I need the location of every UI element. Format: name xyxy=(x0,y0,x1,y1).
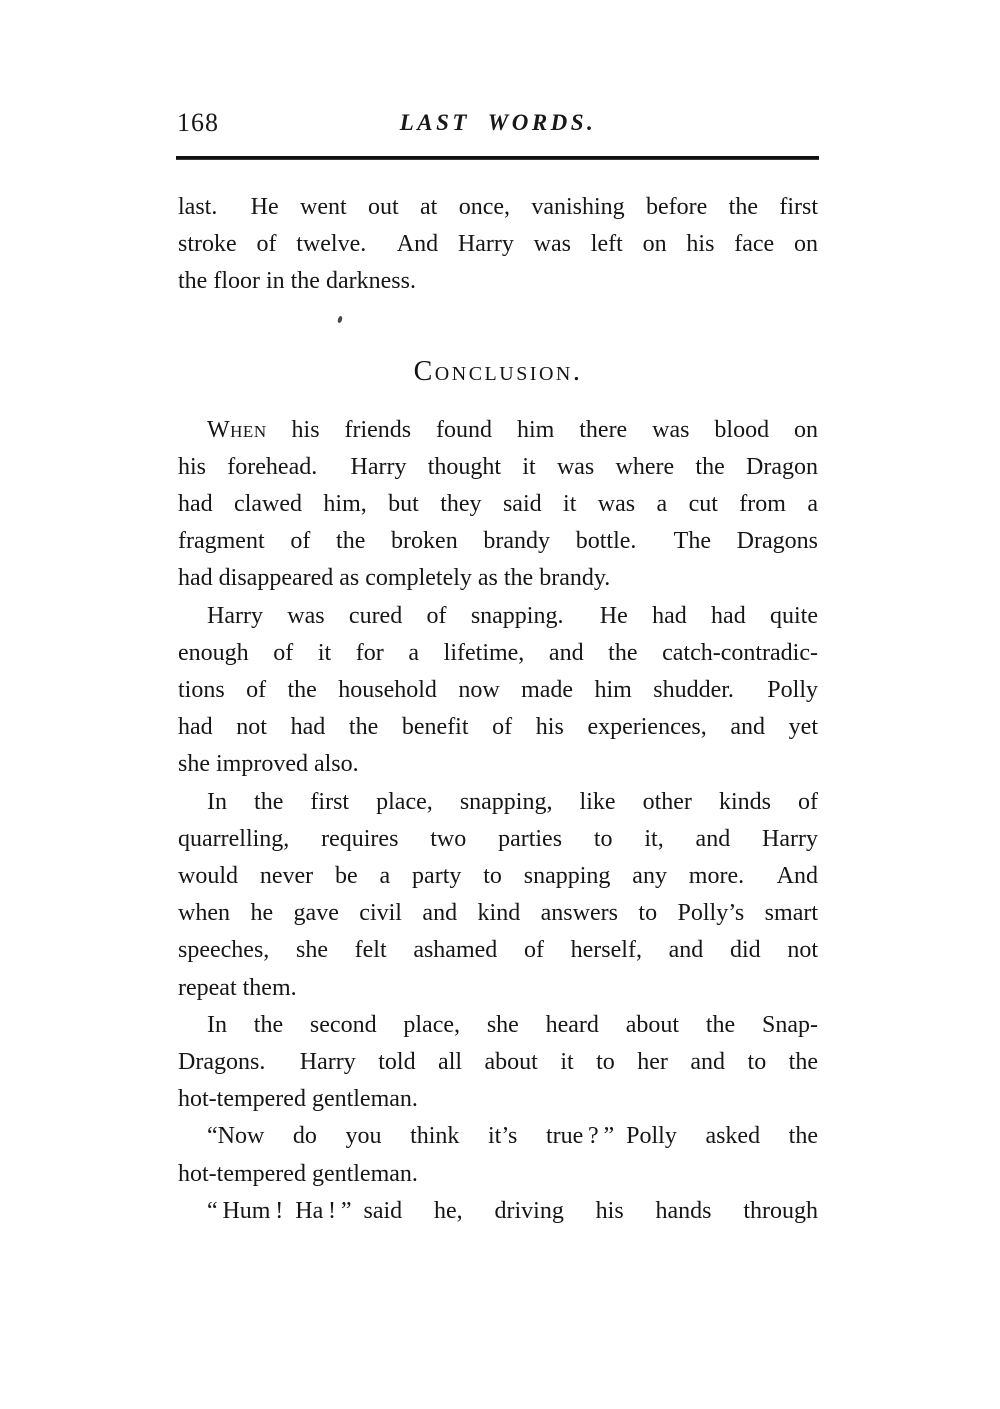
text-line: tions of the household now made him shudder. Polly xyxy=(178,677,818,704)
text-line: In the second place, she heard about the Snap- xyxy=(207,1011,818,1038)
text-line: she improved also. xyxy=(178,751,359,778)
text-line: speeches, she felt ashamed of herself, and did not xyxy=(178,937,818,964)
text-line: enough of it for a lifetime, and the catch-contradic- xyxy=(178,639,818,666)
para-6 xyxy=(178,1118,818,1192)
text-line: had not had the benefit of his experiences, and yet xyxy=(178,714,818,741)
text-line: quarrelling, requires two parties to it, and Harry xyxy=(178,825,818,852)
text-line: When his friends found him there was blood on xyxy=(207,416,818,443)
para-1 xyxy=(178,189,818,301)
running-title: LAST WORDS. xyxy=(399,110,597,135)
text-line: had disappeared as completely as the brandy. xyxy=(178,565,611,592)
text-line: the floor in the darkness. xyxy=(178,268,416,295)
text-line: when he gave civil and kind answers to Polly’s smart xyxy=(178,900,818,927)
text-line: had clawed him, but they said it was a cut from a xyxy=(178,491,818,518)
para-2 xyxy=(178,412,818,598)
body-blocks xyxy=(178,189,818,1230)
header-rule xyxy=(176,156,819,160)
para-3 xyxy=(178,598,818,784)
text-line: Dragons. Harry told all about it to her and to the xyxy=(178,1049,818,1076)
text-line: stroke of twelve. And Harry was left on his face on xyxy=(178,231,818,258)
text-line: his forehead. Harry thought it was where the Dragon xyxy=(178,453,818,480)
text-line: would never be a party to snapping any more. And xyxy=(178,863,818,890)
text-line: last. He went out at once, vanishing before the first xyxy=(178,194,818,220)
text-line: “ Hum ! Ha ! ” said he, driving his hands through xyxy=(207,1197,818,1224)
text-line: repeat them. xyxy=(178,974,297,1001)
text-line: In the first place, snapping, like other kinds of xyxy=(207,788,818,815)
para-7 xyxy=(178,1193,818,1230)
para-5 xyxy=(178,1007,818,1119)
text-line: hot-tempered gentleman. xyxy=(178,1160,418,1187)
page-number: 168 xyxy=(177,108,219,137)
text-line: Harry was cured of snapping. He had had quite xyxy=(207,602,818,629)
conclusion-heading: Conclusion. xyxy=(413,355,583,387)
para-4 xyxy=(178,784,818,1007)
text-line: hot-tempered gentleman. xyxy=(178,1086,418,1113)
smallcaps-lead-word: When xyxy=(207,416,267,443)
text-line: fragment of the broken brandy bottle. The Dragons xyxy=(178,528,818,555)
text-line: “Now do you think it’s true ? ” Polly asked the xyxy=(207,1123,818,1150)
